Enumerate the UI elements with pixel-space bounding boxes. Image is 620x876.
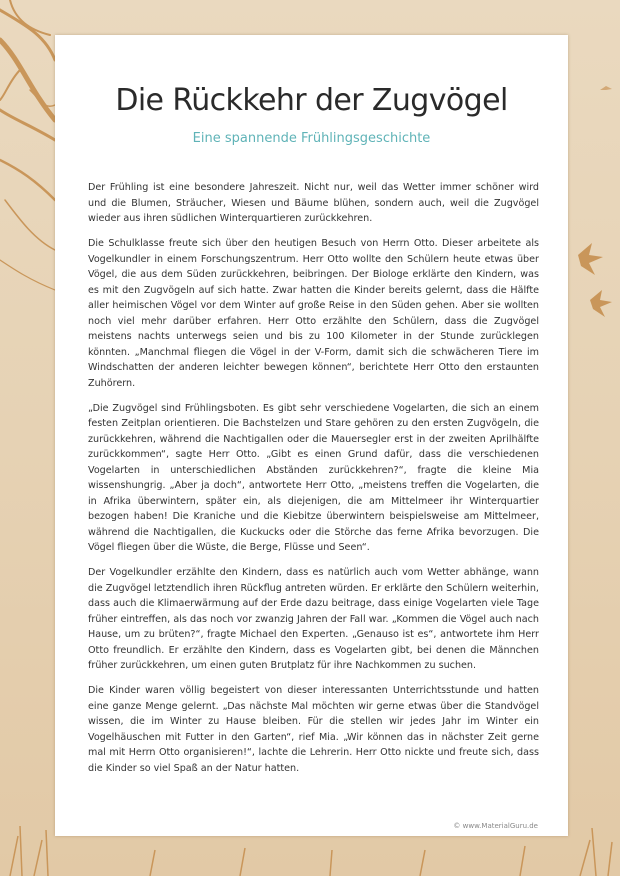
story-text: [88, 180, 539, 786]
page-title: Die Rückkehr der Zugvögel: [115, 83, 508, 118]
tree-branches: [0, 0, 55, 290]
paragraph: „Die Zugvögel sind Frühlingsboten. Es gibt sehr verschiedene Vogelarten, die sich an einem festen Zeitplan orientieren. Die Bachstelzen und Stare gehören zu den ersten Zugvögeln, die zurückkehren, während die Nachtigallen oder die Mauersegler erst in der zweiten Aprilhälfte zurückkommen“, sagte Herr Otto. „Gibt es einen Grund dafür, dass die verschiedenen Vogelarten in unterschiedlichen Abständen zurückkehren?“, fragte die kleine Mia wissenshungrig. „Aber ja doch“, antwortete Herr Otto, „meistens treffen die Vogelarten, die in Afrika überwintern, später ein, als diejenigen, die am Mittelmeer ihr Winterquartier bezogen haben! Die Kraniche und die Kiebitze überwintern beispielsweise am Mittelmeer, während die Nachtigallen, die Kuckucks oder die Störche das ferne Afrika bevorzugen. Die Vögel fliegen über die Wüste, die Berge, Flüsse und Seen“.: [88, 402, 539, 553]
paragraph: Die Schulklasse freute sich über den heutigen Besuch von Herrn Otto. Dieser arbeitete als Vogelkundler in einem Forschungszentrum. Herr Otto wollte den Schülern heute etwas über Vögel, die aus dem Süden zurückkehren, beibringen. Der Biologe erklärte den Kindern, was es mit den Zugvögeln auf sich hatte. Zwar hatten die Kinder bereits gelernt, dass die Hälfte aller heimischen Vögel vor dem Winter auf große Reise in den Süden gehen. Aber sie wollten noch viel mehr darüber erfahren. Herr Otto erzählte den Schülern, dass die Zugvögel meistens nachts unterwegs seien und bis zu 100 Kilometer in der Stunde zurücklegen könnten. „Manchmal fliegen die Vögel in der V-Form, damit sich die schwächeren Tiere im Windschatten der anderen leichter bewegen können“, berichtete Herr Otto den erstaunten Zuhörern.: [88, 238, 539, 389]
paragraph: Der Vogelkundler erzählte den Kindern, dass es natürlich auch vom Wetter abhänge, wann die Zugvögel letztendlich ihren Rückflug antreten würden. Er erklärte den Schülern weiterhin, dass auch die Klimaerwärmung auf der Erde dazu beitrage, dass einige Vogelarten viele Tage früher eintreffen, als das noch vor zwanzig Jahren der Fall war. „Kommen die Vögel auch nach Hause, um zu brüten?“, fragte Michael den Experten. „Genauso ist es“, antwortete ihm Herr Otto freundlich. Er erzählte den Kindern, dass es Vogelarten gibt, bei denen die Männchen früher zurückkehren, um einen guten Brutplatz für ihre Nachkommen zu suchen.: [88, 567, 539, 671]
page-subtitle: Eine spannende Frühlingsgeschichte: [192, 131, 431, 146]
copyright-footer: © www.MaterialGuru.de: [453, 822, 538, 830]
paragraph: Die Kinder waren völlig begeistert von dieser interessanten Unterrichtsstunde und hatten eine ganze Menge gelernt. „Das nächste Mal möchten wir gerne etwas über die Standvögel wissen, die im Winter zu Hause bleiben. Für die stellen wir jedes Jahr im Winter ein Vogelhäuschen mit Futter in den Garten“, rief Mia. „Wir können das in nächster Zeit gerne mal mit Herrn Otto organisieren!“, lachte die Lehrerin. Herr Otto nickte und freute sich, dass die Kinder so viel Spaß an der Natur hatten.: [88, 685, 539, 774]
worksheet-paper: [55, 35, 568, 836]
bird-silhouettes: [578, 86, 612, 317]
paragraph: Der Frühling ist eine besondere Jahreszeit. Nicht nur, weil das Wetter immer schöner wird und die Blumen, Sträucher, Wiesen und Bäume blühen, sondern auch, weil die Zugvögel wieder aus ihren südlichen Winterquartieren zurückkehren.: [88, 182, 539, 224]
